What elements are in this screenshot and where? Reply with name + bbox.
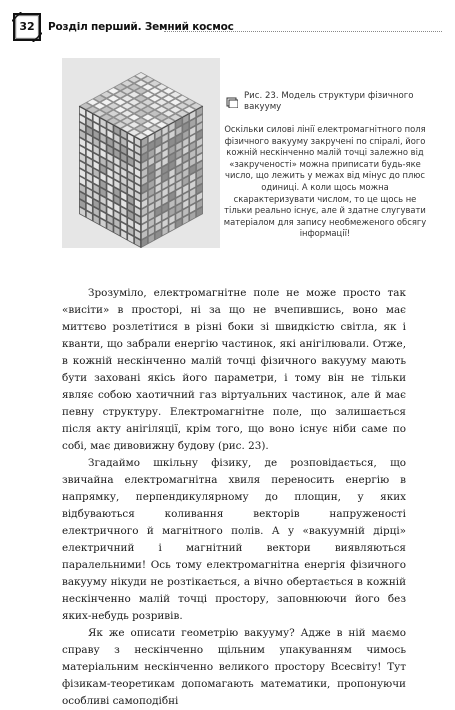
header-divider: [164, 31, 442, 32]
paragraph: Згадаймо шкільну фізику, де розповідається, що звичайна електромагнітна хвиля переносить енергію в напрямку, перпендикулярному до площин, у яких відбуваються коливання векторів напруженості електричного й магнітного полів. А у «вакуумній дірці» електричний і магнітний вектори виявляються паралельними! Ось тому електромагнітна енергія фізичного вакууму нікуди не розтікається, а вічно обертається в кожній нескінченно малій точці простору, заповнюючи його без яких-небудь розривів.: [62, 457, 406, 622]
main-text: [62, 285, 406, 710]
paragraph: Як же описати геометрію вакууму? Адже в ній маємо справу з нескінченно щільним упакуванням чимось матеріальним нескінченно великого простору Всесвіту! Тут фізикам-теоретикам допомагають математики, пропонуючи особливі самоподібні: [62, 627, 406, 707]
page-number-badge: [12, 12, 42, 42]
vacuum-structure-image: [62, 58, 220, 248]
chapter-title: Розділ перший. Земний космос: [48, 21, 234, 33]
page-number: 32: [19, 20, 35, 33]
figure-note: Оскільки силові лінії електромагнітного поля фізичного вакууму закручені по спіралі, його кожній нескінченно малій точці залежно від «закрученості» можна приписати будь-яке число, що лежить у межах від мінус до плюс одиниці. А коли щось можна скарактеризувати числом, то це щось не тільки реально існує, але й здатне слугувати матеріалом для запису необмеженого обсягу інформації!: [223, 124, 427, 239]
caption-marker-icon: [226, 93, 238, 104]
page-header: [12, 12, 442, 44]
paragraph: Зрозуміло, електромагнітне поле не може просто так «висіти» в просторі, ні за що не вчепившись, воно має миттєво розлетітися в різні боки зі швидкістю світла, як і кванти, що забрали енергію частинок, які анігілювали. Отже, в кожній нескінченно малій точці фізичного вакууму мають бути заховані якісь його параметри, і тому він не тільки являє собою хаотичний газ віртуальних частинок, але й має певну структуру. Електромагнітне поле, що залишається після акту анігіляції, крім того, що воно існує ніби саме по собі, має дивовижну будову (рис. 23).: [62, 287, 406, 452]
figure-caption: Рис. 23. Модель структури фізичного вакууму: [244, 91, 414, 112]
